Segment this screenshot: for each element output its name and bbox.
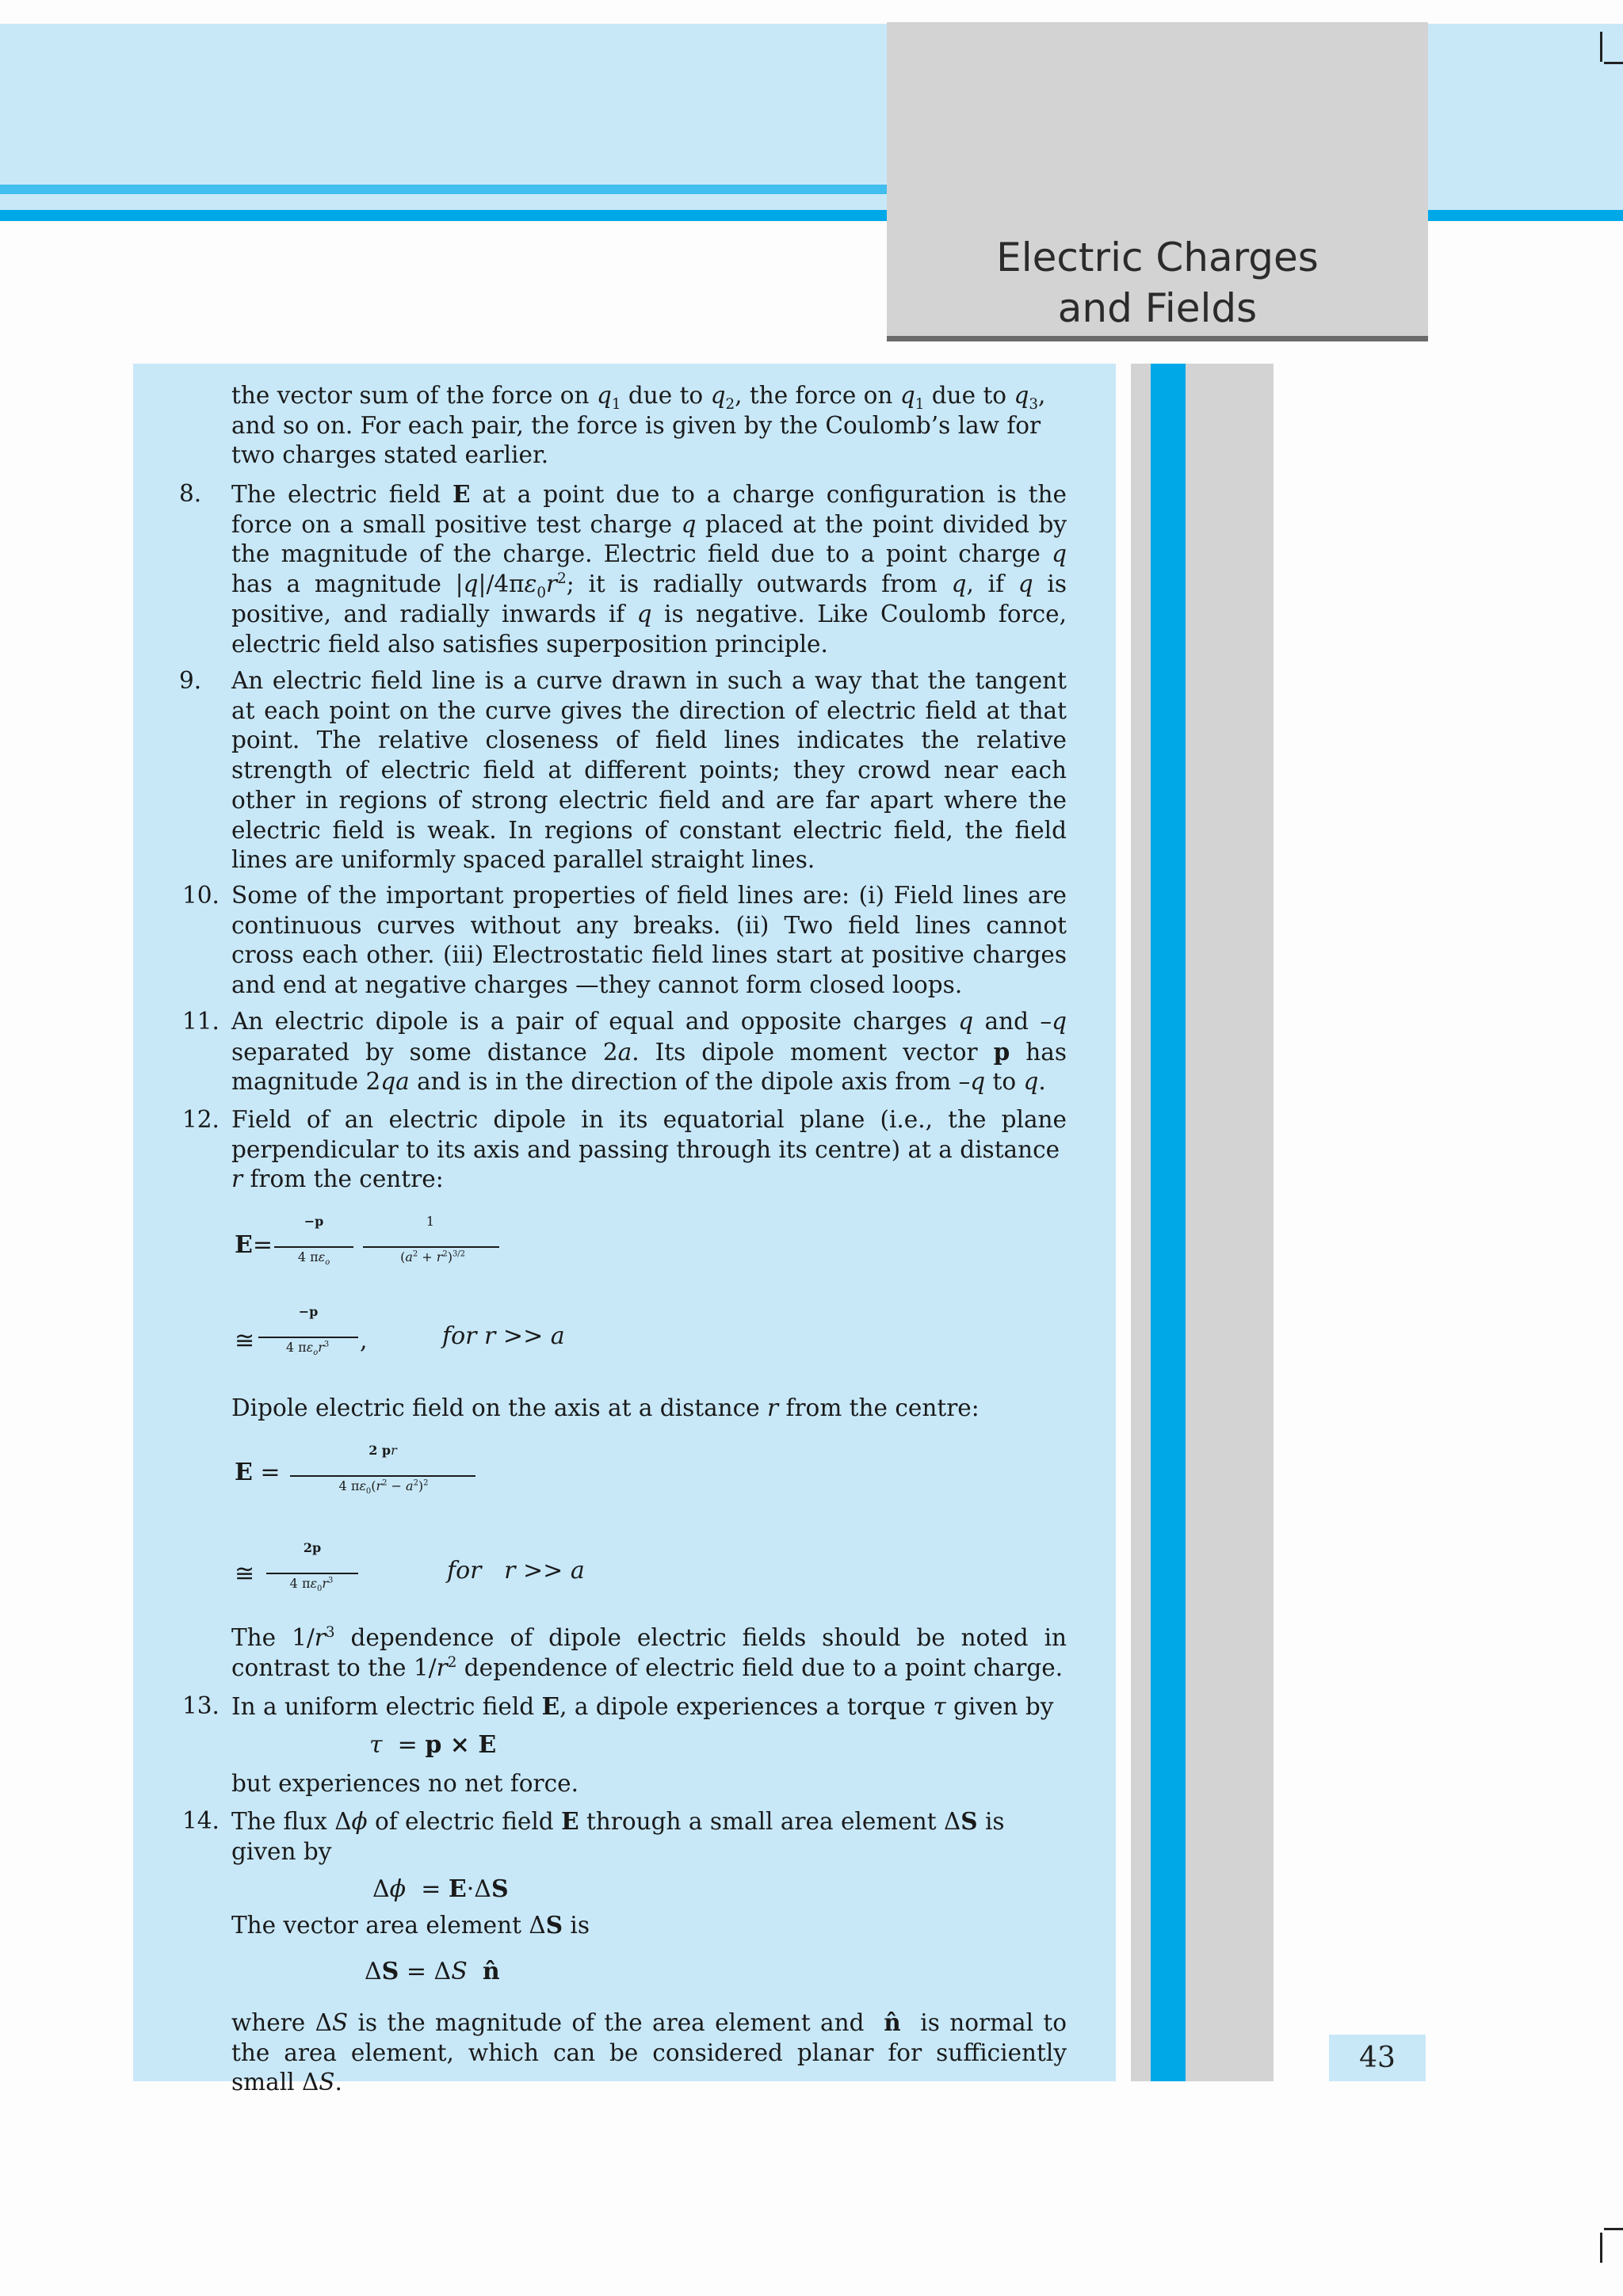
item-number: 14. [182,1807,220,1834]
side-bar-blue [1151,364,1186,2081]
area-element-text: where ΔS is the magnitude of the area element and n̂ is normal to the area element, which can be considered planar for sufficiently small ΔS. [231,2008,1067,2096]
list-item-8: 8. The electric field E at a point due to a charge configuration is the force on a small positive test charge q placed at the point divided by the magnitude of the charge. Electric field due to a point charge q has a magnitude $|q|/4\pi\varepsilon_0r^2$; it is radially outwards from q, if q is positive, and radially inwards if q is negative. Like Coulomb force, electric field also satisfies superposition principle. [179,480,1067,658]
list-item-10: 10. Some of the important properties of field lines are: (i) Field lines are continuous curves without any breaks. (ii) Two field lines cannot cross each other. (iii) Electrostatic field lines start at positive charges and end at negative charges —they cannot form closed loops. [182,882,1067,999]
intro-line-3: two charges stated earlier. [231,441,549,469]
item-number: 10. [182,882,220,909]
intro-line-2: and so on. For each pair, the force is given by the Coulomb’s law for [231,411,1041,439]
chapter-title-box [887,22,1428,341]
list-item-12: 12. Field of an electric dipole in its equatorial plane (i.e., the plane perpendicular to its axis and passing through its centre) at a distance r from the centre: [182,1106,1067,1193]
crop-mark [1604,2228,1623,2230]
item-number: 12. [182,1106,220,1133]
intro-line-1: the vector sum of the force on $q_1$ due to $q_2$, the force on $q_1$ due to $q_3$, [231,382,1046,413]
header-stripe [0,185,888,194]
dependence-text: The $1/r^3$ dependence of dipole electric fields should be noted in contrast to the $1/r^2$ dependence of electric field due to a point charge. [231,1624,1067,1681]
summary-panel: the vector sum of the force on $q_1$ due to $q_2$, the force on $q_1$ due to $q_3$, and so on. For each pair, the force is given by the Coulomb’s law for two charges stated earlier. 8. The electric field E at a point due to a charge configuration is the force on a small positive test charge q placed at the point divided by the magnitude of the charge. Electric field due to a point charge q has a magnitude $|q|/4\pi\varepsilon_0r^2$; it is radially outwards from q, if q is positive, and radially inwards if q is negative. Like Coulomb force, electric field also satisfies superposition principle. 9. An electric field line is a curve drawn in such a way that the tangent at each point on the curve gives the direction of electric field at that point. The relative closeness of field lines indicates the relative strength of electric field at different points; they crowd near each other in regions of strong electric field and are far apart where the electric field is weak. In regions of constant electric field, the field lines are uniformly spaced parallel straight lines. 10. Some of the important properties of field lines are: (i) Field lines are continuous curves without any breaks. (ii) Two field lines cannot cross each other. (iii) Electrostatic field lines start at positive charges and end at negative charges —they cannot form closed loops. 11. An electric dipole is a pair of equal and opposite charges q and –q separated by some distance 2a. Its dipole moment vector p has magnitude 2qa and is in the direction of the dipole axis from –q to q. 12. Field of an electric dipole in its equatorial plane (i.e., the plane perpendicular to its axis and passing through its centre) at a distance r from the centre: E= −p 4 $\pi\varepsilon_o$ 1 $(a^2 + r^2)^{3/2}$ ≅ −p 4 $\pi\varepsilon_or^3$ , for r >> a Dipole electric field on the axis at a distance r from the centre: E = 2 pr 4 $\pi\varepsilon_0(r^2 - a^2)^2$ ≅ 2p 4 $\pi\varepsilon_0r^3$ for r >> a The $1/r^3$ dependence of dipole electric fields should be noted in contrast to the $1/r^2$ dependence of electric field due to a point charge. 13. In a uniform electric field E, a dipole experiences a torque τ given by τ = p × E but experiences no net force. 14. The flux Δϕ of electric field E through a small area element ΔS is given by Δϕ = E·ΔS The vector area element ΔS is ΔS = ΔS n̂ where ΔS is the magnitude of the area element and n̂ is normal to the area element, which can be considered planar for sufficiently small ΔS. [133,364,1116,2081]
chapter-title: Electric Charges and Fields [996,235,1319,331]
list-item-14: 14. The flux Δϕ of electric field E through a small area element ΔS is given by [182,1807,1005,1865]
area-vector-equation: ΔS = ΔS n̂ [365,1958,500,1985]
crop-mark [1604,62,1623,64]
page-number: 43 [1329,2035,1426,2081]
axis-field-text: Dipole electric field on the axis at a distance r from the centre: [231,1394,980,1421]
item-number: 13. [182,1692,220,1719]
item-number: 8. [179,480,202,507]
list-item-9: 9. An electric field line is a curve drawn in such a way that the tangent at each point on the curve gives the direction of electric field at that point. The relative closeness of field lines indicates the relative strength of electric field at different points; they crowd near each other in regions of strong electric field and are far apart where the electric field is weak. In regions of constant electric field, the field lines are uniformly spaced parallel straight lines. [179,667,1067,874]
item-number: 9. [179,667,202,694]
crop-mark [1600,2233,1602,2263]
crop-mark [1600,32,1602,62]
list-item-13: 13. In a uniform electric field E, a dipole experiences a torque τ given by [182,1692,1054,1720]
flux-equation: Δϕ = E·ΔS [372,1875,509,1903]
no-net-force-text: but experiences no net force. [231,1770,579,1797]
item-number: 11. [182,1008,220,1035]
vector-area-text: The vector area element ΔS is [231,1911,590,1939]
list-item-11: 11. An electric dipole is a pair of equal and opposite charges q and –q separated by some distance 2a. Its dipole moment vector p has magnitude 2qa and is in the direction of the dipole axis from –q to q. [182,1008,1067,1096]
torque-equation: τ = p × E [369,1731,497,1759]
